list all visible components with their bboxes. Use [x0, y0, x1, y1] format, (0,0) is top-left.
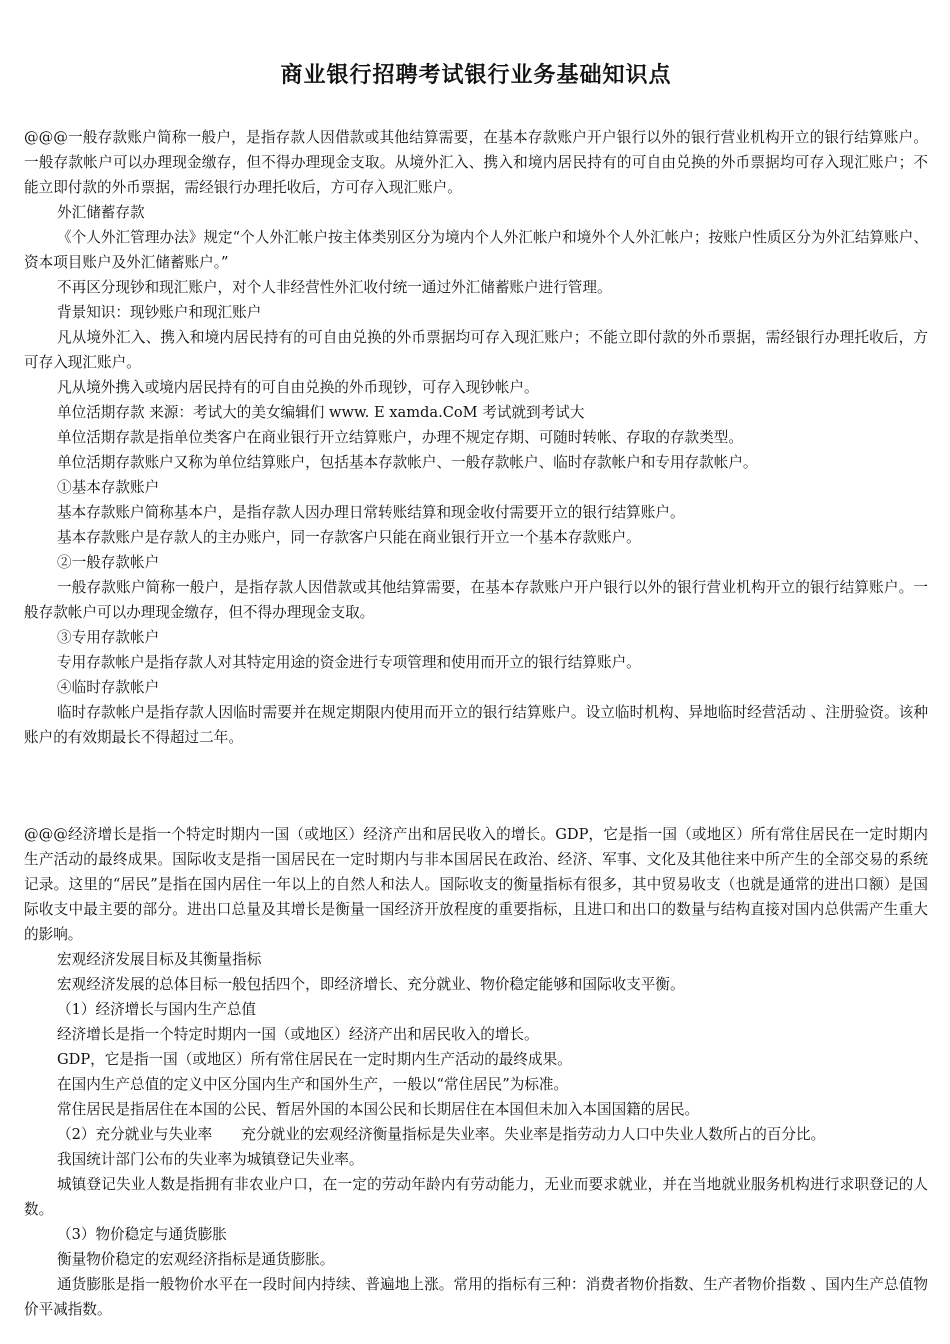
paragraph: 经济增长是指一个特定时期内一国（或地区）经济产出和居民收入的增长。: [57, 1026, 539, 1043]
paragraph: 单位活期存款 来源：考试大的美女编辑们 www. E xamda.CoM 考试就到考试大: [57, 404, 585, 421]
paragraph: 外汇储蓄存款: [57, 204, 145, 221]
paragraph: 《个人外汇管理办法》规定“个人外汇帐户按主体类别区分为境内个人外汇帐户和境外个人外汇帐户；按账户性质区分为外汇结算账户、资本项目账户及外汇储蓄账户。”: [24, 229, 928, 271]
paragraph: （1）经济增长与国内生产总值: [57, 1001, 257, 1018]
section-macroeconomics: [24, 822, 928, 1322]
paragraph: 不再区分现钞和现汇账户，对个人非经营性外汇收付统一通过外汇储蓄账户进行管理。: [57, 279, 612, 296]
paragraph: 城镇登记失业人数是指拥有非农业户口，在一定的劳动年龄内有劳动能力，无业而要求就业，并在当地就业服务机构进行求职登记的人数。: [24, 1176, 928, 1218]
paragraph: 凡从境外携入或境内居民持有的可自由兑换的外币现钞，可存入现钞帐户。: [57, 379, 539, 396]
paragraph: 专用存款帐户是指存款人对其特定用途的资金进行专项管理和使用而开立的银行结算账户。: [57, 654, 641, 671]
paragraph: 衡量物价稳定的宏观经济指标是通货膨胀。: [57, 1251, 335, 1268]
paragraph: ②一般存款帐户: [57, 554, 160, 571]
paragraph: 宏观经济发展的总体目标一般包括四个，即经济增长、充分就业、物价稳定能够和国际收支平衡。: [57, 976, 685, 993]
paragraph: ①基本存款账户: [57, 479, 160, 496]
paragraph: 通货膨胀是指一般物价水平在一段时间内持续、普遍地上涨。常用的指标有三种：消费者物价指数、生产者物价指数 、国内生产总值物价平减指数。: [24, 1276, 928, 1318]
paragraph: GDP，它是指一国（或地区）所有常住居民在一定时期内生产活动的最终成果。: [57, 1051, 572, 1068]
paragraph: （3）物价稳定与通货膨胀: [57, 1226, 227, 1243]
document-title: 商业银行招聘考试银行业务基础知识点: [280, 62, 672, 88]
paragraph: （2）充分就业与失业率 充分就业的宏观经济衡量指标是失业率。失业率是指劳动力人口中失业人数所占的百分比。: [57, 1126, 826, 1143]
paragraph: 常住居民是指居住在本国的公民、暂居外国的本国公民和长期居住在本国但未加入本国国籍的居民。: [57, 1101, 700, 1118]
paragraph: 宏观经济发展目标及其衡量指标: [57, 951, 262, 968]
paragraph: ④临时存款帐户: [57, 679, 160, 696]
paragraph: 单位活期存款是指单位类客户在商业银行开立结算账户，办理不规定存期、可随时转帐、存取的存款类型。: [57, 429, 743, 446]
paragraph: 基本存款账户是存款人的主办账户，同一存款客户只能在商业银行开立一个基本存款账户。: [57, 529, 641, 546]
section-deposit-accounts: [24, 125, 928, 750]
paragraph: @@@经济增长是指一个特定时期内一国（或地区）经济产出和居民收入的增长。GDP，它是指一国（或地区）所有常住居民在一定时期内生产活动的最终成果。国际收支是指一国居民在一定时期内与非本国居民在政治、经济、军事、文化及其他往来中所产生的全部交易的系统记录。这里的“居民”是指在国内居住一年以上的自然人和法人。国际收支的衡量指标有很多，其中贸易收支（也就是通常的进出口额）是国际收支中最主要的部分。进出口总量及其增长是衡量一国经济开放程度的重要指标，且进口和出口的数量与结构直接对国内总供需产生重大的影响。: [24, 826, 928, 943]
paragraph: @@@一般存款账户简称一般户，是指存款人因借款或其他结算需要，在基本存款账户开户银行以外的银行营业机构开立的银行结算账户。一般存款帐户可以办理现金缴存，但不得办理现金支取。从境外汇入、携入和境内居民持有的可自由兑换的外币票据均可存入现汇账户；不能立即付款的外币票据，需经银行办理托收后，方可存入现汇账户。: [24, 129, 928, 196]
paragraph: 在国内生产总值的定义中区分国内生产和国外生产，一般以“常住居民”为标准。: [57, 1076, 569, 1093]
paragraph: 临时存款帐户是指存款人因临时需要并在规定期限内使用而开立的银行结算账户。设立临时机构、异地临时经营活动 、注册验资。该种账户的有效期最长不得超过二年。: [24, 704, 928, 746]
paragraph: 凡从境外汇入、携入和境内居民持有的可自由兑换的外币票据均可存入现汇账户；不能立即付款的外币票据，需经银行办理托收后，方可存入现汇账户。: [24, 329, 928, 371]
paragraph: 单位活期存款账户又称为单位结算账户，包括基本存款帐户、一般存款帐户、临时存款帐户和专用存款帐户。: [57, 454, 758, 471]
paragraph: 背景知识：现钞账户和现汇账户: [57, 304, 262, 321]
paragraph: 一般存款账户简称一般户，是指存款人因借款或其他结算需要，在基本存款账户开户银行以外的银行营业机构开立的银行结算账户。一般存款帐户可以办理现金缴存，但不得办理现金支取。: [24, 579, 928, 621]
paragraph: ③专用存款帐户: [57, 629, 160, 646]
paragraph: 基本存款账户简称基本户，是指存款人因办理日常转账结算和现金收付需要开立的银行结算账户。: [57, 504, 685, 521]
paragraph: 我国统计部门公布的失业率为城镇登记失业率。: [57, 1151, 364, 1168]
